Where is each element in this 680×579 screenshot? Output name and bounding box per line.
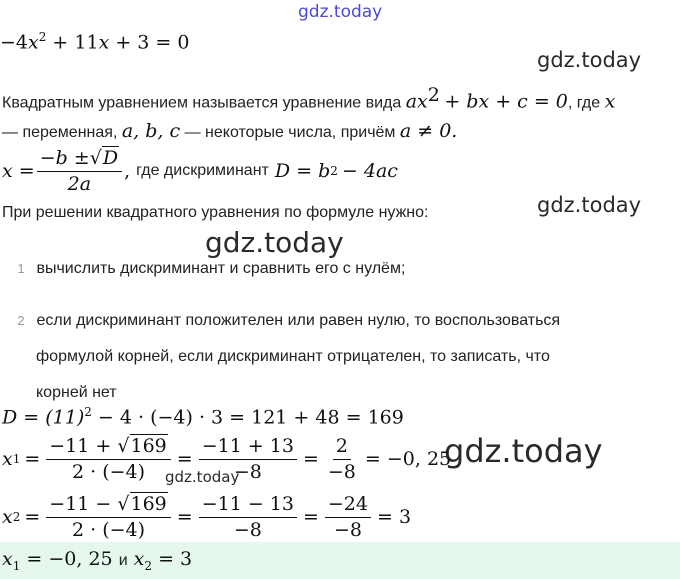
subscript: 2 [144,558,153,573]
exponent: 2 [84,405,92,419]
watermark: gdz.today [537,48,642,72]
numerator: −11 − 13 [199,494,297,518]
denominator: −8 [327,460,356,483]
formula-lhs: x = [2,160,35,183]
step-text: формулой корней, если дискриминант отрицателен, то записать, что [36,348,550,365]
instructions-intro: При решении квадратного уравнения по формуле нужно: [2,204,429,221]
discriminant-rest: − 4ac [341,160,398,183]
definition-dash: — переменная, [2,124,118,141]
var-x: x [98,31,110,54]
step-text: корней нет [36,384,117,401]
exponent: 2 [38,30,47,44]
disc-lhs: D = (11) [2,406,85,429]
denominator: 2 · (−4) [72,518,146,541]
var-x: x [2,548,13,570]
watermark: gdz.today [205,226,344,259]
root-x2: x 2 = $\frac{-11 - √169}{2 \cdot (-4)}$ = $\frac{-11 - 13}{-8}$ = $\frac{-24}{-8}$ = 3 [2,493,412,541]
answer-x1: = −0, 25 [26,548,113,570]
denominator: −8 [233,518,262,541]
tail: + 3 = 0 [115,31,190,54]
answer-x2: = 3 [158,548,193,570]
equals: = [24,506,41,529]
var-x: x [28,31,39,54]
disc-rest: − 4 · (−4) · 3 = 121 + 48 = 169 [97,406,404,429]
fraction-2 [199,494,297,541]
equals: = [24,448,41,471]
fraction-2 [199,436,297,483]
subscript: 1 [12,452,21,467]
definition-line-1 [2,84,615,112]
step-text: если дискриминант положителен или равен нулю, то воспользоваться [36,312,561,329]
sqrt-d: D [102,147,119,169]
denominator: −8 [233,460,262,483]
fraction-3 [325,436,359,483]
comma: , [124,160,131,183]
exponent: 2 [330,164,338,179]
coef-bc: + 11 [52,31,99,54]
denominator: 2a [67,172,92,195]
step-2 [10,303,560,411]
definition-text: — некоторые числа, причём [184,124,396,141]
definition-line-2 [2,120,457,142]
given-equation [0,30,189,53]
fraction-1: $\frac{-11 - √169}{2 \cdot (-4)}$ [46,494,170,541]
step-text: вычислить дискриминант и сравнить его с нулём; [36,260,406,277]
root-x1: x 1 = $\frac{-11 + √169}{2 \cdot (-4)}$ = $\frac{-11 + 13}{-8}$ = $\frac{2}{-8}$ = −0, 25 [2,435,452,483]
result: = −0, 25 [364,448,452,471]
coef-a: −4 [0,31,29,54]
result: = 3 [377,506,412,529]
numerator: −11 − [49,493,112,515]
definition-text: Квадратным уравнением называется уравнение вида [2,94,402,112]
sqrt-value: 169 [130,435,167,457]
discriminant-calc [2,405,404,428]
var-x: x [604,90,616,113]
var-x: x [2,448,13,471]
discriminant-formula: D = b [274,160,331,183]
numerator: −b ± [39,147,90,169]
var-x: x [2,506,13,529]
numerator: 2 [333,436,351,460]
watermark: gdz.today [298,2,383,22]
formula-ax: ax [405,90,428,113]
step-1 [10,260,405,278]
watermark: gdz.today [537,193,642,217]
denominator: 2 · (−4) [72,460,146,483]
roots-fraction: $\frac{-b \pm√D}{2a}$ [37,148,122,195]
roots-formula [2,148,398,195]
step-number: 1 [17,261,25,276]
watermark: gdz.today [165,468,240,486]
vars-abc: a, b, c [121,120,181,142]
numerator: −11 + 13 [199,436,297,460]
answer [2,548,192,573]
watermark: gdz.today [444,432,603,470]
fraction-3 [325,494,371,541]
where-text: , где [567,94,601,112]
numerator: −11 + [49,435,112,457]
exponent: 2 [427,84,440,106]
subscript: 2 [12,510,21,525]
condition: a ≠ 0. [399,120,458,142]
and-text: и [118,552,128,569]
formula-text: где дискриминант [136,162,269,180]
denominator: −8 [333,518,362,541]
var-x: x [133,548,145,570]
formula-rest: + bx + c = 0 [444,90,568,113]
numerator: −24 [325,494,371,518]
step-number: 2 [17,313,25,328]
subscript: 1 [12,558,21,573]
fraction-1: $\frac{-11 + √169}{2 \cdot (-4)}$ [46,436,170,483]
sqrt-value: 169 [130,493,167,515]
